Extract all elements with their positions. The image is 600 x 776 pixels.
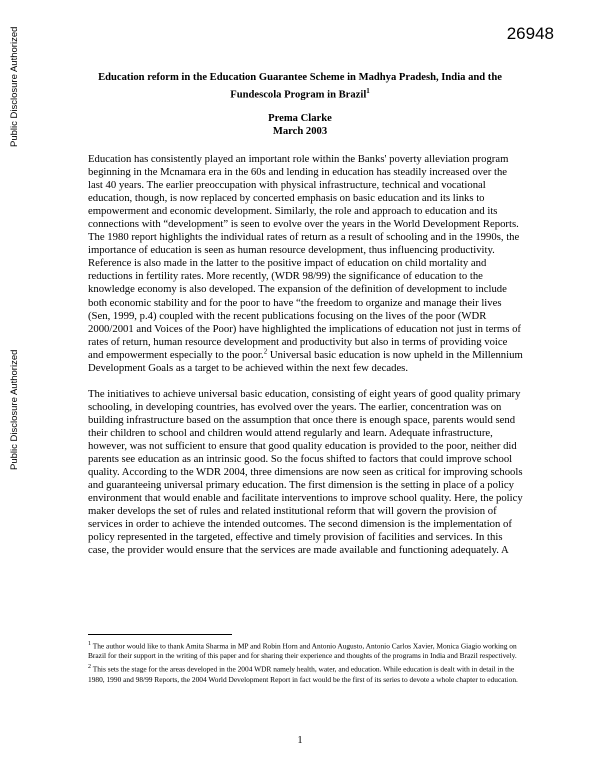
author-block xyxy=(88,112,512,138)
footnote-1-text: The author would like to thank Amita Sharma in MP and Robin Horn and Antonio Augusto, Antonio Carlos Xavier, Monica Giagio working on Brazil for their support in the writing of this paper and for sharing their experience and thoughts of the programs in India and Brazil respectively. xyxy=(88,641,517,661)
publication-date: March 2003 xyxy=(272,126,328,137)
footnote-1-number: 1 xyxy=(88,641,91,647)
footnote-2-number: 2 xyxy=(88,664,91,671)
disclosure-label-bottom: Public Disclosure Authorized xyxy=(9,349,20,470)
title-text: Education reform in the Education Guarantee Scheme in Madhya Pradesh, India and the Fundescola Program in Brazil xyxy=(98,72,502,101)
title-footnote-ref: 1 xyxy=(366,86,370,95)
footnote-divider xyxy=(88,634,232,635)
author-name: Prema Clarke xyxy=(268,113,332,124)
page-title xyxy=(88,71,512,102)
paragraph-1-text-cont: Universal basic education is now upheld in the Millennium Development Goals as a target to be achieved within the next few decades. xyxy=(88,348,523,374)
paragraph-2: The initiatives to achieve universal basic education, consisting of eight years of good quality primary schooling, in developing countries, has evolved over the years. The earlier, concentration was on building infrastructure based on the assumption that once there is enough space, parents would send their children to school and children would attend regularly and learn. Adequate infrastructure, however, was not sufficient to ensure that good quality education is provided to the poor, neither did parents see education as an intrinsic good. So the focus shifted to factors that could improve school quality. According to the WDR 2004, three dimensions are now seen as critical for improving schools and guaranteeing universal primary education. The first dimension is the setting in place of a policy environment that would enable and facilitate interventions to improve school quality. Here, the policy maker develops the set of rules and related institutional reform that will govern the provision of services in order to achieve the intended outcomes. The second dimension is the implementation of policy represented in the targeted, effective and timely provision of facilities and services. In this case, the provider would ensure that the services are made available and functioning adequately. A xyxy=(88,387,523,557)
paragraph-1-text: Education has consistently played an important role within the Banks' poverty alleviation program beginning in the Mcnamara era in the 60s and lending in education has steadily increased over the last 40 years. The earlier preoccupation with physical infrastructure, technical and vocational education, though, is now replaced by concerted emphasis on basic education and its links to empowerment and economic development. Similarly, the role and approach to education and its connections with “development” is seen to evolve over the years in the World Development Reports. The 1980 report highlights the individual rates of return as a result of schooling and in the 1990s, the importance of education is seen as human resource development, thus influencing productivity. Reference is also made in the latter to the positive impact of education on child mortality and reductions in fertility rates. More recently, (WDR 98/99) the significance of education to the knowledge economy is also developed. The expansion of the definition of development to include both economic stability and for the poor to have “the freedom to organize and manage their lives (Sen, 1999, p.4) coupled with the recent publications focusing on the lives of the poor (WDR 2000/2001 and Voices of the Poor) have highlighted the implications of education not just in terms of rates of return, human resource development and productivity but also in terms of providing voice and empowerment especially to the poor. xyxy=(88,153,521,361)
page-number: 1 xyxy=(297,735,303,746)
disclosure-label-top: Public Disclosure Authorized xyxy=(9,26,20,147)
footnote-ref-2: 2 xyxy=(263,347,268,356)
footnotes xyxy=(88,639,524,686)
document-number: 26948 xyxy=(506,24,554,43)
paragraph-1 xyxy=(88,153,524,375)
footnote-2-text: This sets the stage for the areas developed in the 2004 WDR namely health, water, and education. While education is dealt with in detail in the 1980, 1990 and 98/99 Reports, the 2004 World Development Report in fact would be the first of its series to devote a whole chapter to education. xyxy=(88,664,518,684)
body-text xyxy=(88,153,524,570)
footnote-2 xyxy=(88,662,524,684)
footnote-1 xyxy=(88,639,524,661)
